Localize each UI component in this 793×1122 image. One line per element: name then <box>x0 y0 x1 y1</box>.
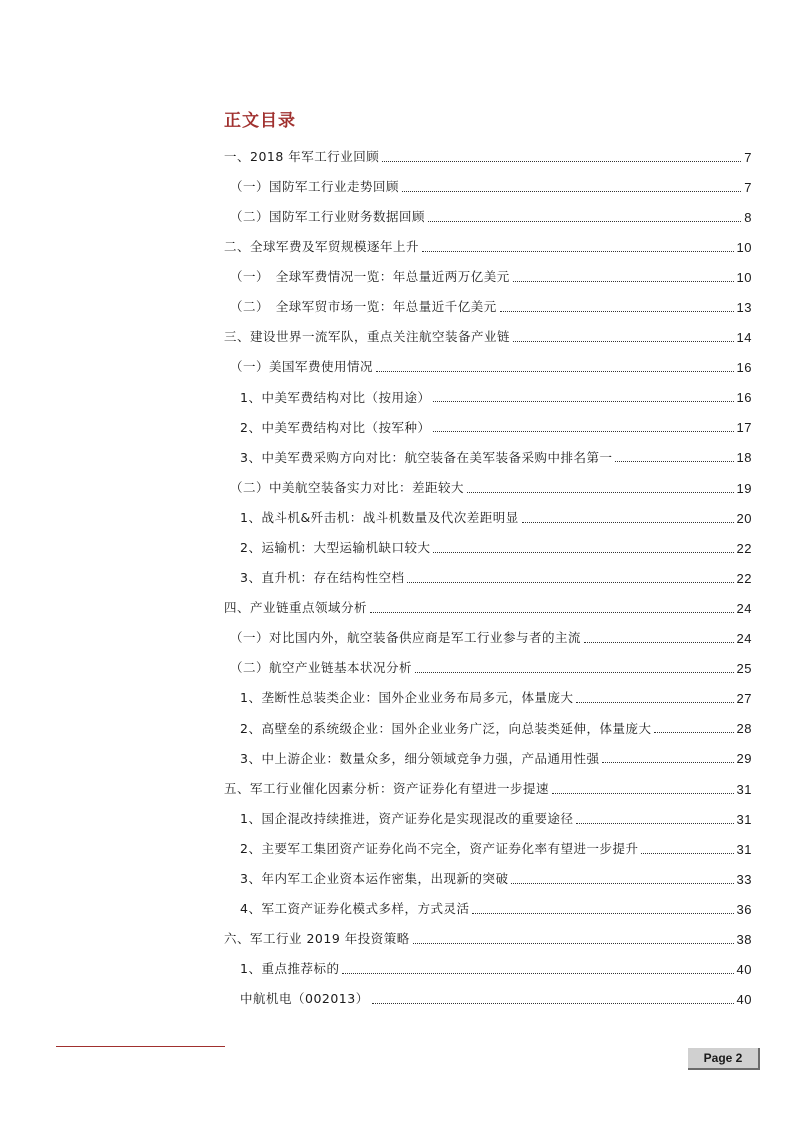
toc-entry-page: 25 <box>736 661 752 677</box>
toc-entry-label: 1、战斗机&歼击机：战斗机数量及代次差距明显 <box>240 509 519 525</box>
toc-entry-label: 四、产业链重点领域分析 <box>224 600 368 616</box>
toc-entry-label: 1、垄断性总装类企业：国外企业业务布局多元，体量庞大 <box>240 690 574 706</box>
toc-entry[interactable] <box>224 864 752 894</box>
toc-dot-leader <box>500 311 734 312</box>
toc-dot-leader <box>602 762 733 763</box>
toc-entry-page: 40 <box>736 962 752 978</box>
toc-dot-leader <box>433 401 733 402</box>
toc-entry-label: （一）美国军费使用情况 <box>230 359 374 375</box>
toc-entry-label: （二）国防军工行业财务数据回顾 <box>230 208 426 224</box>
toc-entry[interactable] <box>224 323 752 353</box>
toc-dot-leader <box>511 883 733 884</box>
toc-dot-leader <box>513 341 734 342</box>
toc-entry-label: 六、军工行业 2019 年投资策略 <box>224 931 410 947</box>
toc-entry-label: 一、2018 年军工行业回顾 <box>224 148 380 164</box>
toc-entry-page: 18 <box>736 450 752 466</box>
toc-dot-leader <box>407 582 733 583</box>
toc-dot-leader <box>415 672 734 673</box>
toc-entry-page: 24 <box>736 631 752 647</box>
toc-entry-label: 4、军工资产证券化模式多样，方式灵活 <box>240 901 470 917</box>
toc-entry-page: 16 <box>736 390 752 406</box>
toc-entry-label: 2、高壁垒的系统级企业：国外企业业务广泛，向总装类延伸，体量庞大 <box>240 720 652 736</box>
toc-entry-label: 1、国企混改持续推进，资产证券化是实现混改的重要途径 <box>240 810 574 826</box>
toc-entry-page: 22 <box>736 570 752 586</box>
toc-entry-page: 13 <box>736 300 752 316</box>
toc-entry-label: （二） 全球军贸市场一览：年总量近千亿美元 <box>230 299 497 315</box>
toc-dot-leader <box>641 853 733 854</box>
toc-dot-leader <box>467 492 734 493</box>
toc-entry-label: 3、直升机：存在结构性空档 <box>240 570 405 586</box>
toc-dot-leader <box>584 642 734 643</box>
toc-entry[interactable] <box>224 443 752 473</box>
toc-dot-leader <box>654 732 733 733</box>
toc-dot-leader <box>422 251 734 252</box>
toc-dot-leader <box>342 973 733 974</box>
toc-dot-leader <box>370 612 734 613</box>
toc-entry[interactable] <box>224 894 752 924</box>
toc-dot-leader <box>433 431 733 432</box>
toc-dot-leader <box>513 281 734 282</box>
toc-entry-label: 3、年内军工企业资本运作密集，出现新的突破 <box>240 871 509 887</box>
toc-dot-leader <box>576 702 733 703</box>
toc-dot-leader <box>552 793 734 794</box>
toc-entry[interactable] <box>224 804 752 834</box>
toc-entry-page: 28 <box>736 721 752 737</box>
toc-entry-label: 2、主要军工集团资产证券化尚不完全，资产证券化率有望进一步提升 <box>240 840 639 856</box>
toc-dot-leader <box>472 913 733 914</box>
toc-entry[interactable] <box>224 473 752 503</box>
toc-entry[interactable] <box>224 413 752 443</box>
toc-entry[interactable] <box>224 533 752 563</box>
toc-entry-label: 3、中美军费采购方向对比：航空装备在美军装备采购中排名第一 <box>240 449 613 465</box>
toc-entry[interactable] <box>224 232 752 262</box>
toc-entry-label: 2、中美军费结构对比（按军种） <box>240 419 431 435</box>
toc-entry[interactable] <box>224 292 752 322</box>
toc-entry-label: 五、军工行业催化因素分析：资产证券化有望进一步提速 <box>224 780 550 796</box>
toc-list <box>224 142 752 1015</box>
toc-dot-leader <box>402 191 741 192</box>
toc-entry-page: 16 <box>736 360 752 376</box>
toc-dot-leader <box>382 161 741 162</box>
toc-entry-page: 36 <box>736 901 752 917</box>
toc-entry-page: 7 <box>744 179 752 195</box>
toc-entry-label: （一）国防军工行业走势回顾 <box>230 178 400 194</box>
toc-entry-page: 7 <box>744 149 752 165</box>
toc-entry-label: （一） 全球军费情况一览：年总量近两万亿美元 <box>230 269 510 285</box>
toc-entry[interactable] <box>224 684 752 714</box>
toc-entry-page: 10 <box>736 239 752 255</box>
toc-entry[interactable] <box>224 924 752 954</box>
toc-entry-page: 8 <box>744 209 752 225</box>
toc-entry-label: 2、运输机：大型运输机缺口较大 <box>240 540 431 556</box>
toc-dot-leader <box>522 522 734 523</box>
toc-entry[interactable] <box>224 985 752 1015</box>
toc-entry-label: （一）对比国内外，航空装备供应商是军工行业参与者的主流 <box>230 630 582 646</box>
toc-entry-page: 10 <box>736 269 752 285</box>
toc-entry-page: 19 <box>736 480 752 496</box>
toc-entry-page: 31 <box>736 811 752 827</box>
toc-entry-label: 三、建设世界一流军队，重点关注航空装备产业链 <box>224 329 511 345</box>
toc-entry-page: 31 <box>736 841 752 857</box>
toc-title: 正文目录 <box>224 111 296 131</box>
toc-dot-leader <box>576 823 733 824</box>
page-number-badge: Page 2 <box>688 1048 760 1070</box>
toc-entry[interactable] <box>224 353 752 383</box>
toc-entry-label: 3、中上游企业：数量众多，细分领域竞争力强，产品通用性强 <box>240 750 600 766</box>
toc-entry-label: 1、重点推荐标的 <box>240 961 340 977</box>
toc-entry-label: 中航机电（002013） <box>240 991 369 1007</box>
toc-entry-page: 17 <box>736 420 752 436</box>
toc-dot-leader <box>433 552 733 553</box>
toc-entry-label: （二）中美航空装备实力对比：差距较大 <box>230 479 465 495</box>
toc-entry-page: 24 <box>736 600 752 616</box>
toc-entry[interactable] <box>224 744 752 774</box>
toc-entry-page: 22 <box>736 540 752 556</box>
toc-entry-label: 二、全球军费及军贸规模逐年上升 <box>224 239 420 255</box>
toc-entry[interactable] <box>224 172 752 202</box>
toc-entry-page: 27 <box>736 691 752 707</box>
toc-entry[interactable] <box>224 714 752 744</box>
toc-entry[interactable] <box>224 262 752 292</box>
toc-entry-page: 33 <box>736 871 752 887</box>
footer-divider <box>56 1046 225 1047</box>
toc-entry[interactable] <box>224 383 752 413</box>
toc-entry[interactable] <box>224 955 752 985</box>
toc-entry[interactable] <box>224 142 752 172</box>
toc-dot-leader <box>376 371 734 372</box>
toc-entry[interactable] <box>224 563 752 593</box>
toc-entry-page: 29 <box>736 751 752 767</box>
toc-entry[interactable] <box>224 503 752 533</box>
toc-entry-page: 20 <box>736 510 752 526</box>
toc-dot-leader <box>413 943 734 944</box>
toc-entry-label: 1、中美军费结构对比（按用途） <box>240 389 431 405</box>
toc-entry[interactable] <box>224 834 752 864</box>
toc-dot-leader <box>615 461 733 462</box>
toc-entry-page: 14 <box>736 330 752 346</box>
toc-entry-page: 31 <box>736 781 752 797</box>
toc-entry[interactable] <box>224 774 752 804</box>
toc-dot-leader <box>372 1003 734 1004</box>
toc-entry[interactable] <box>224 593 752 623</box>
toc-entry[interactable] <box>224 624 752 654</box>
toc-entry-page: 40 <box>736 992 752 1008</box>
toc-entry[interactable] <box>224 654 752 684</box>
toc-entry-label: （二）航空产业链基本状况分析 <box>230 660 413 676</box>
toc-entry[interactable] <box>224 202 752 232</box>
toc-dot-leader <box>428 221 741 222</box>
toc-entry-page: 38 <box>736 931 752 947</box>
